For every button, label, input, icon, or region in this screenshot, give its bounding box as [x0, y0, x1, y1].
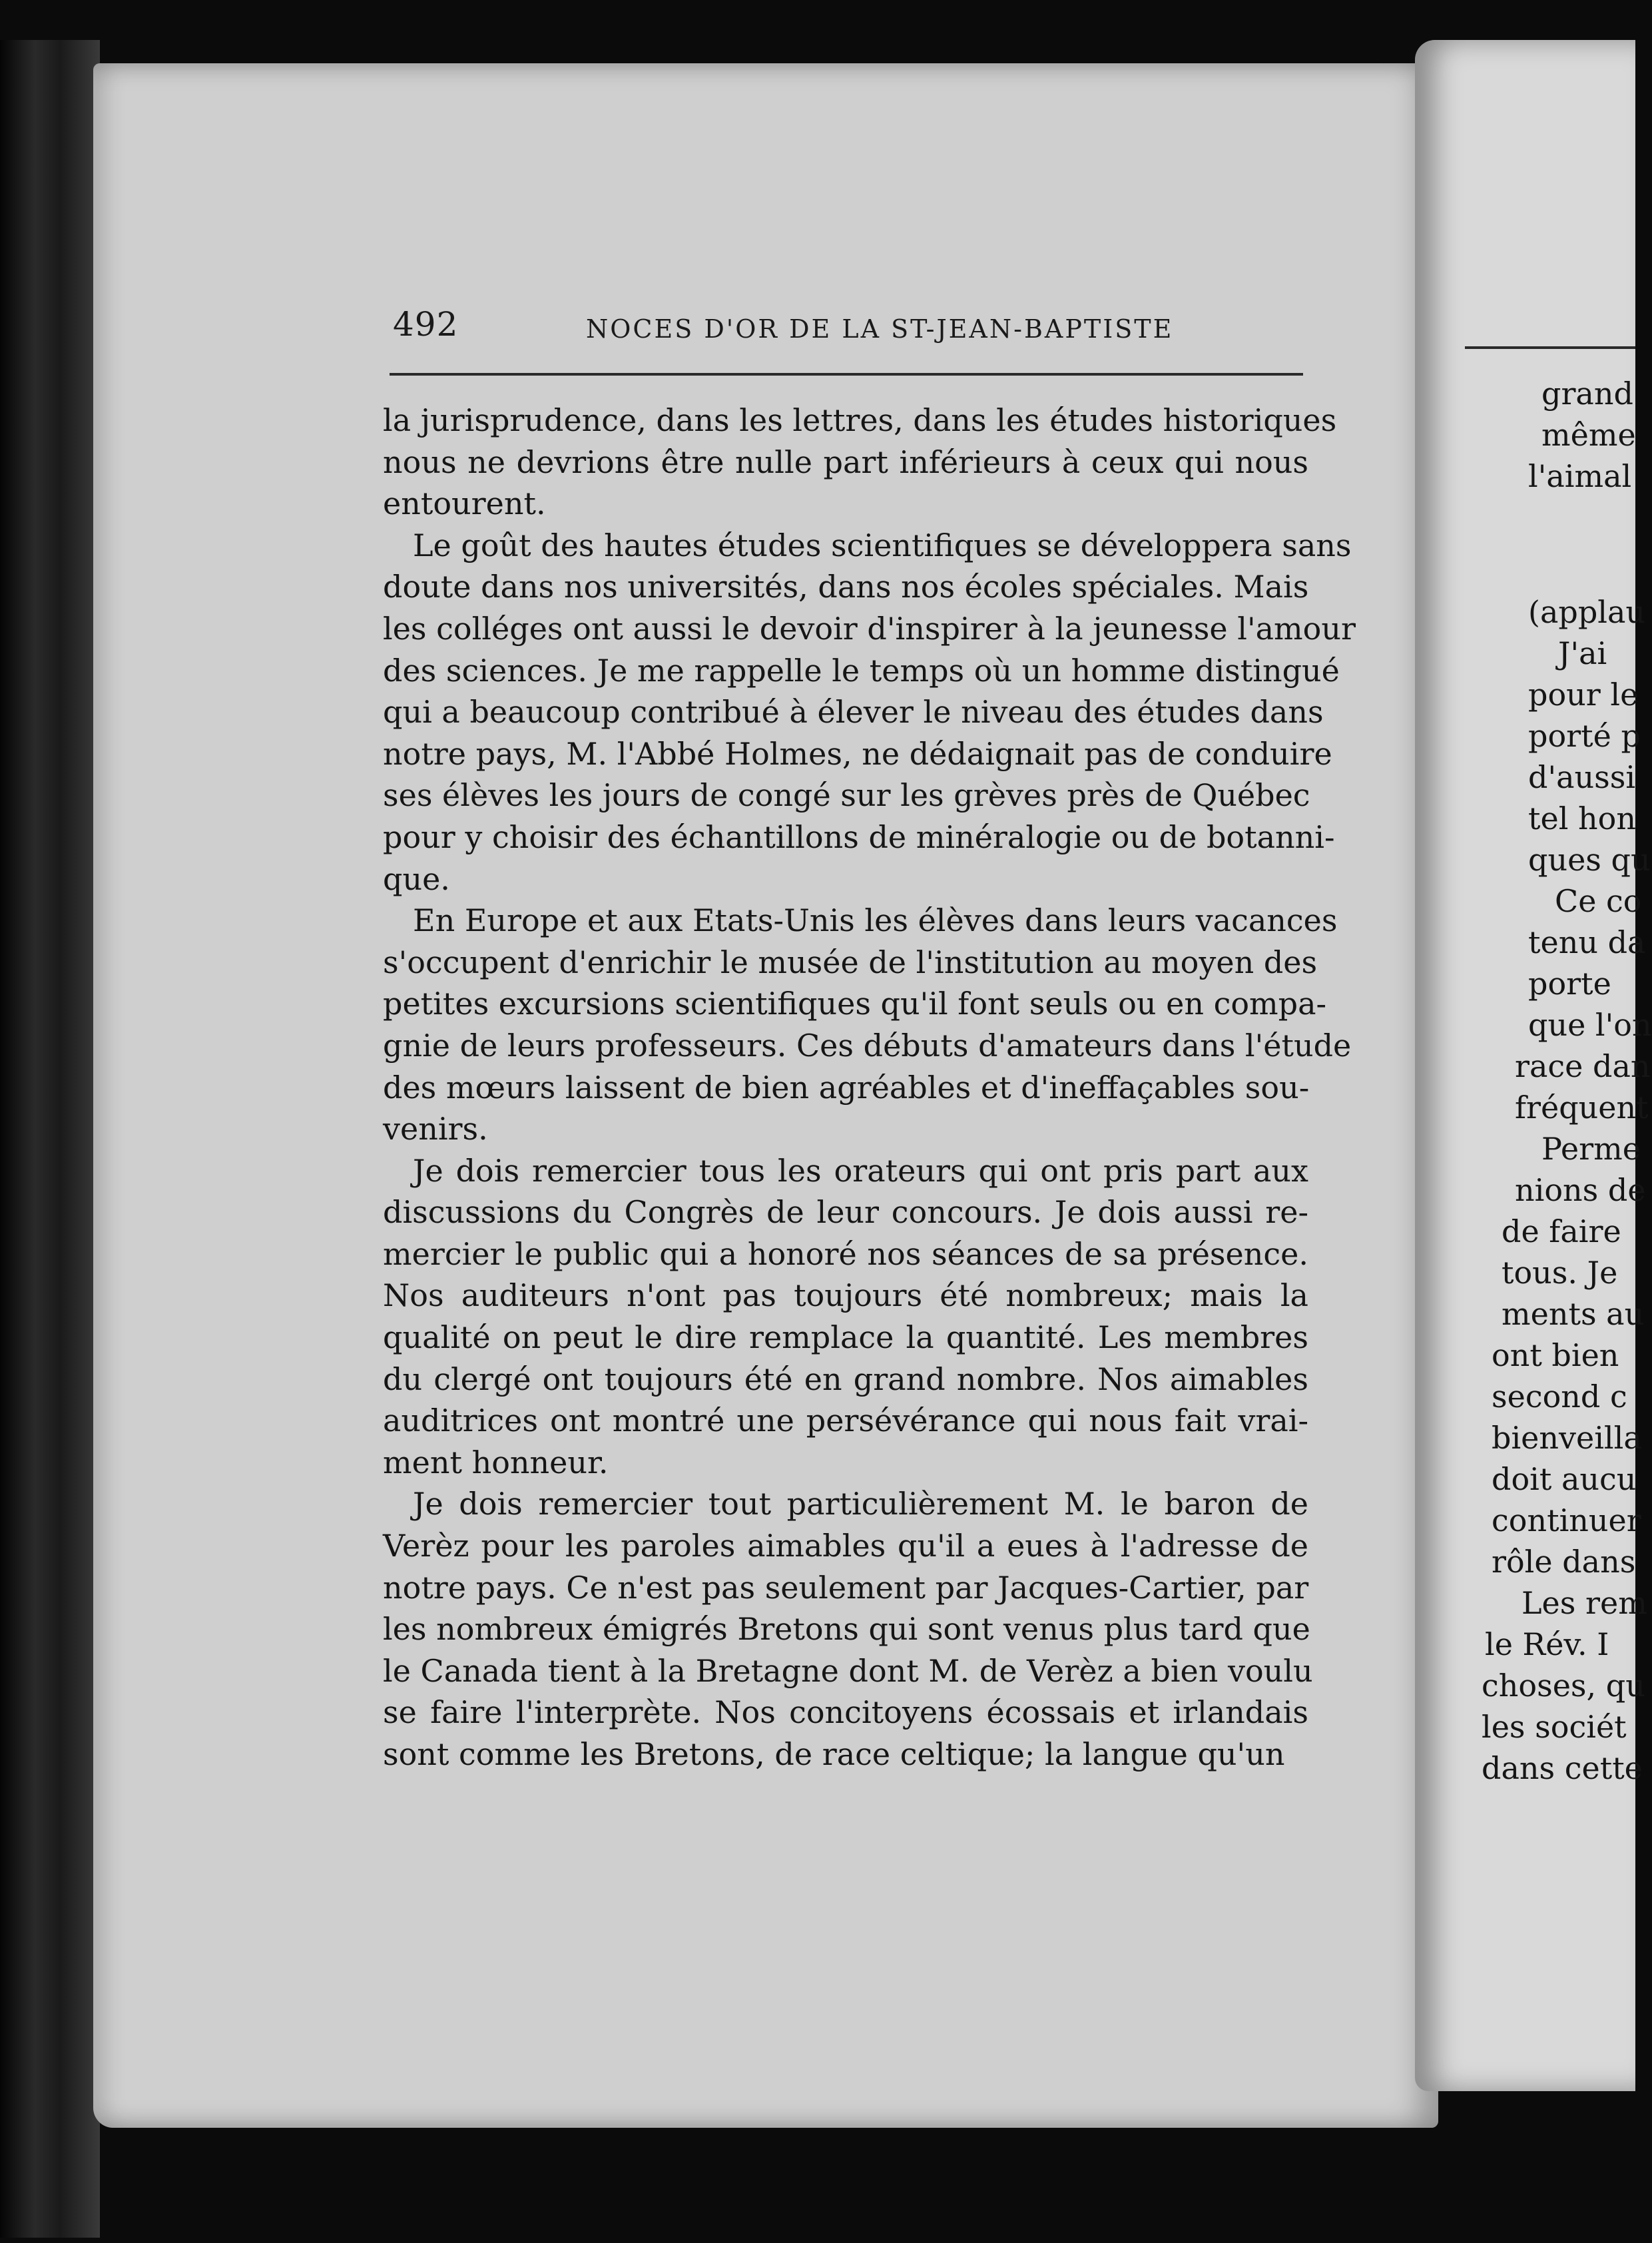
- text-line: des mœurs laissent de bien agréables et d'ineffaçables sou-: [383, 1069, 1310, 1106]
- page-header: [393, 305, 1312, 358]
- book-spine: [0, 40, 100, 2238]
- right-text-line: l'aimal: [1528, 458, 1632, 494]
- right-header-rule: [1465, 346, 1635, 349]
- right-text-line: fréquent: [1515, 1090, 1649, 1125]
- right-text-line: choses, qu: [1482, 1668, 1645, 1704]
- right-text-line: tenu da: [1528, 924, 1646, 960]
- right-text-line: ments au: [1502, 1296, 1645, 1332]
- text-line: Verèz pour les paroles aimables qu'il a eues à l'adresse de: [383, 1528, 1308, 1564]
- text-line: sont comme les Bretons, de race celtique; la langue qu'un: [383, 1736, 1285, 1772]
- right-text-line: bienveilla: [1492, 1420, 1642, 1456]
- right-text-line: Ce co: [1555, 883, 1642, 919]
- right-text-line: Perme: [1541, 1131, 1641, 1167]
- right-text-line: de faire: [1502, 1213, 1621, 1249]
- text-line: petites excursions scientifiques qu'il font seuls ou en compa-: [383, 986, 1327, 1022]
- right-text-line: tous. Je: [1502, 1255, 1618, 1291]
- text-line: entourent.: [383, 485, 546, 522]
- text-line: que.: [383, 860, 450, 897]
- right-text-line: nions de: [1515, 1172, 1646, 1208]
- text-line: doute dans nos universités, dans nos écoles spéciales. Mais: [383, 569, 1309, 605]
- text-line: En Europe et aux Etats-Unis les élèves dans leurs vacances: [413, 902, 1338, 939]
- text-line: discussions du Congrès de leur concours. Je dois aussi re-: [383, 1194, 1308, 1231]
- text-line: auditrices ont montré une persévérance qui nous fait vrai-: [383, 1403, 1308, 1439]
- text-line: Nos auditeurs n'ont pas toujours été nombreux; mais la: [383, 1277, 1308, 1314]
- text-line: pour y choisir des échantillons de minéralogie ou de botanni-: [383, 818, 1335, 855]
- right-text-line: porté p: [1528, 718, 1641, 754]
- text-line: les colléges ont aussi le devoir d'inspirer à la jeunesse l'amour: [383, 610, 1356, 647]
- text-line: mercier le public qui a honoré nos séances de sa présence.: [383, 1235, 1308, 1272]
- text-line: se faire l'interprète. Nos concitoyens écossais et irlandais: [383, 1694, 1308, 1731]
- right-text-line: doit aucu: [1492, 1461, 1637, 1497]
- right-text-line: porte: [1528, 966, 1611, 1002]
- text-line: Le goût des hautes études scientifiques se développera sans: [413, 527, 1352, 563]
- text-line: Je dois remercier tous les orateurs qui ont pris part aux: [413, 1152, 1308, 1189]
- text-line: la jurisprudence, dans les lettres, dans les études historiques: [383, 402, 1337, 438]
- right-text-line: second c: [1492, 1379, 1627, 1415]
- right-text-line: même: [1541, 417, 1636, 453]
- right-text-line: pour le: [1528, 677, 1639, 713]
- text-line: nous ne devrions être nulle part inférieurs à ceux qui nous: [383, 444, 1308, 480]
- text-line: qualité on peut le dire remplace la quantité. Les membres: [383, 1319, 1308, 1356]
- text-line: des sciences. Je me rappelle le temps où un homme distingué: [383, 652, 1340, 689]
- right-text-line: rôle dans: [1492, 1544, 1636, 1580]
- text-line: qui a beaucoup contribué à élever le niveau des études dans: [383, 694, 1324, 731]
- right-text-line: Les rem: [1521, 1585, 1647, 1621]
- text-line: le Canada tient à la Bretagne dont M. de Verèz a bien voulu: [383, 1652, 1313, 1689]
- body-text: [383, 400, 1356, 1775]
- right-text-line: (applau: [1528, 594, 1646, 630]
- right-text-line: ques qu: [1528, 842, 1651, 878]
- right-text-line: ont bien: [1492, 1337, 1619, 1373]
- text-line: ment honneur.: [383, 1444, 609, 1480]
- right-text-line: d'aussi: [1528, 759, 1636, 795]
- right-text-line: le Rév. I: [1485, 1626, 1609, 1662]
- text-line: du clergé ont toujours été en grand nombre. Nos aimables: [383, 1361, 1308, 1397]
- right-text-line: J'ai: [1558, 635, 1607, 671]
- right-text-line: que l'on: [1528, 1007, 1652, 1043]
- page-number: 492: [393, 305, 459, 344]
- text-line: notre pays. Ce n'est pas seulement par Jacques-Cartier, par: [383, 1569, 1309, 1606]
- running-title: NOCES D'OR DE LA ST-JEAN-BAPTISTE: [586, 314, 1174, 344]
- text-line: notre pays, M. l'Abbé Holmes, ne dédaignait pas de conduire: [383, 735, 1332, 772]
- right-text-line: race dan: [1515, 1048, 1651, 1084]
- text-line: ses élèves les jours de congé sur les grèves près de Québec: [383, 777, 1310, 814]
- right-text-line: continuer: [1492, 1502, 1641, 1538]
- right-text-line: les sociét: [1482, 1709, 1627, 1745]
- text-line: Je dois remercier tout particulièrement M. le baron de: [413, 1486, 1308, 1522]
- text-line: venirs.: [383, 1111, 488, 1147]
- right-text-line: tel hon: [1528, 801, 1636, 836]
- right-text-line: dans cette: [1482, 1750, 1643, 1786]
- right-text-line: grand: [1541, 376, 1633, 412]
- text-line: s'occupent d'enrichir le musée de l'institution au moyen des: [383, 944, 1318, 980]
- header-rule: [390, 373, 1303, 376]
- text-line: gnie de leurs professeurs. Ces débuts d'amateurs dans l'étude: [383, 1027, 1352, 1064]
- text-line: les nombreux émigrés Bretons qui sont venus plus tard que: [383, 1611, 1310, 1648]
